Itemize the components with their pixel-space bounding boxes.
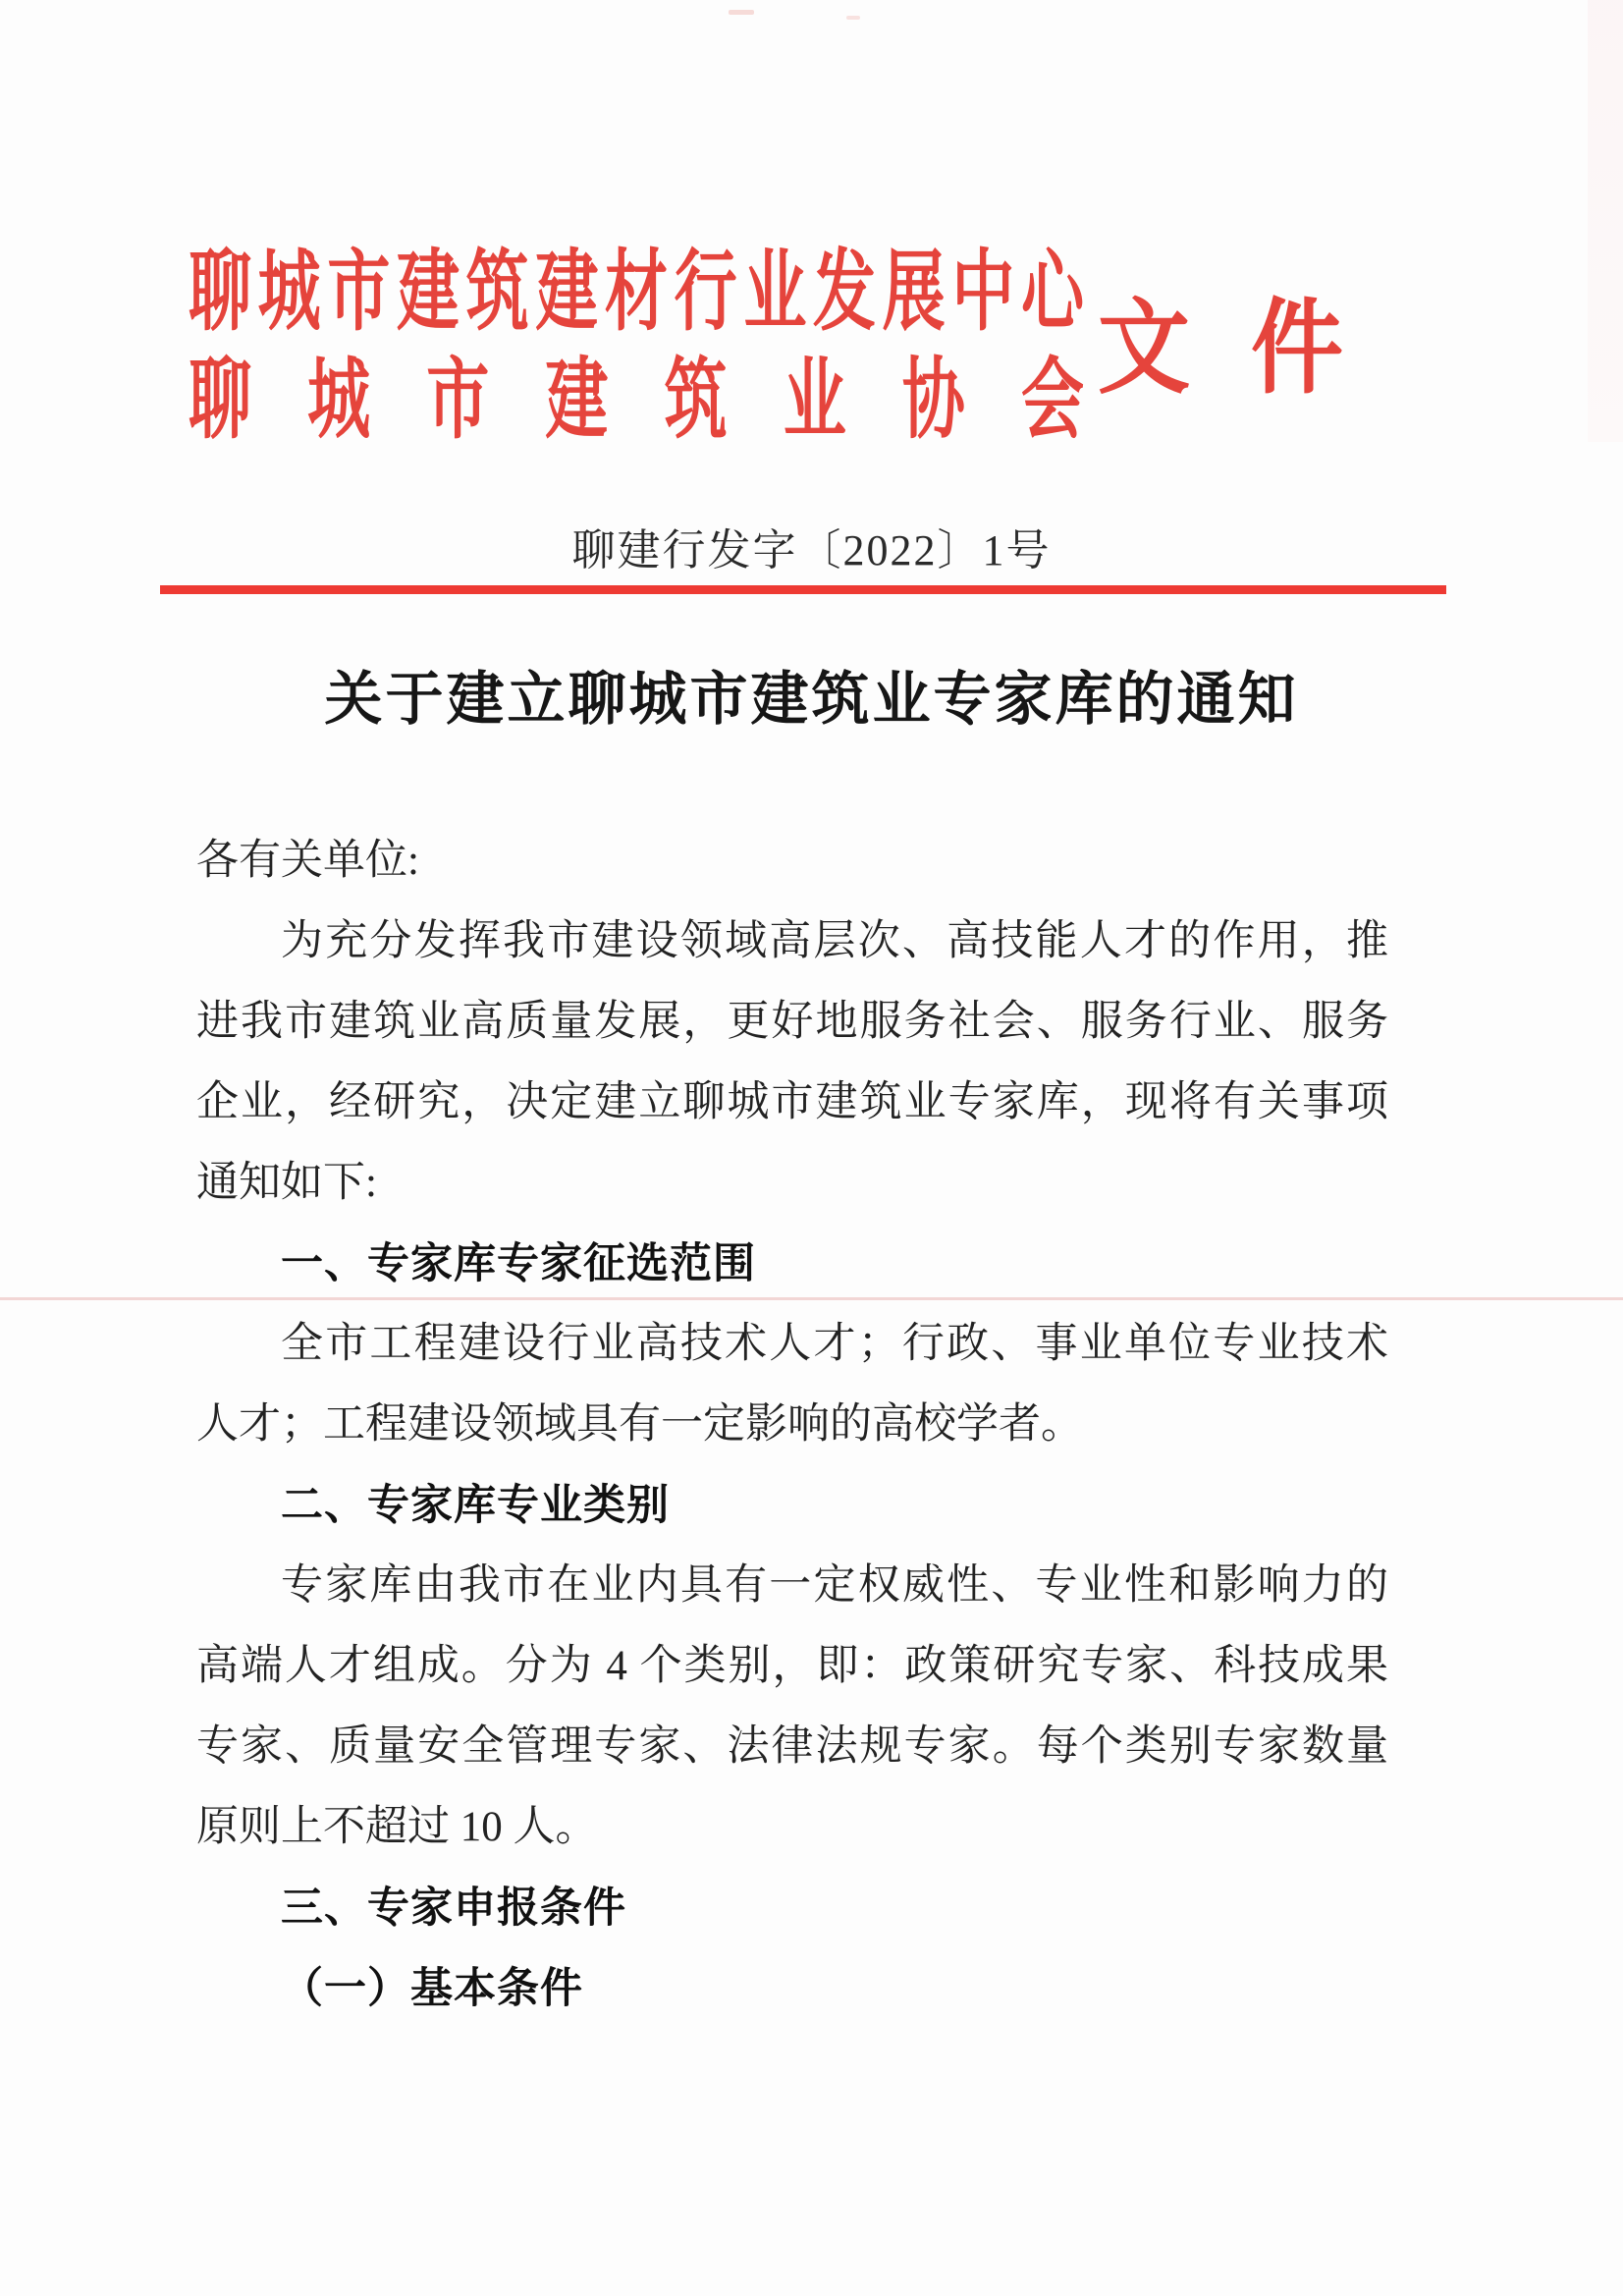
subsection-heading-1: （一）基本条件	[281, 1965, 583, 2012]
paragraph-line: 高端人才组成。分为 4 个类别，即：政策研究专家、科技成果	[196, 1643, 1388, 1689]
paragraph-line: 专家、质量安全管理专家、法律法规专家。每个类别专家数量	[196, 1723, 1388, 1770]
paragraph-line: 企业，经研究，决定建立聊城市建筑业专家库，现将有关事项	[196, 1079, 1388, 1125]
paragraph-line: 原则上不超过 10 人。	[196, 1804, 598, 1850]
doc-type-char-wen: 文	[1098, 292, 1191, 408]
salutation: 各有关单位:	[196, 838, 419, 884]
section-heading-1: 一、专家库专家征选范围	[281, 1240, 756, 1287]
section-heading-3: 三、专家申报条件	[281, 1885, 626, 1932]
paragraph-line: 全市工程建设行业高技术人才；行政、事业单位专业技术	[281, 1321, 1388, 1367]
paragraph-line: 通知如下:	[196, 1160, 377, 1206]
doc-type-char-jian: 件	[1250, 292, 1343, 408]
scan-smudge-artifact	[1588, 0, 1623, 442]
paragraph-line: 专家库由我市在业内具有一定权威性、专业性和影响力的	[281, 1562, 1388, 1609]
document-number: 聊建行发字〔2022〕1号	[571, 526, 1052, 574]
paragraph-line: 为充分发挥我市建设领域高层次、高技能人才的作用，推	[281, 918, 1388, 964]
section-heading-2: 二、专家库专业类别	[281, 1482, 670, 1529]
letterhead-org-line-2: 聊城市建筑业协会	[189, 351, 1084, 450]
document-body	[196, 821, 1388, 2029]
letterhead-doc-type-label	[1098, 292, 1343, 408]
document-title: 关于建立聊城市建筑业专家库的通知	[324, 667, 1299, 732]
paragraph-line: 人才；工程建设领域具有一定影响的高校学者。	[196, 1401, 1083, 1448]
scan-speck-artifact	[846, 16, 860, 20]
letterhead-org-line-1: 聊城市建筑建材行业发展中心	[189, 243, 1084, 342]
scan-seam-line	[0, 1297, 1623, 1300]
letterhead-red-rule	[160, 585, 1446, 594]
scan-speck-artifact	[729, 10, 754, 15]
paragraph-line: 进我市建筑业高质量发展，更好地服务社会、服务行业、服务	[196, 999, 1388, 1045]
